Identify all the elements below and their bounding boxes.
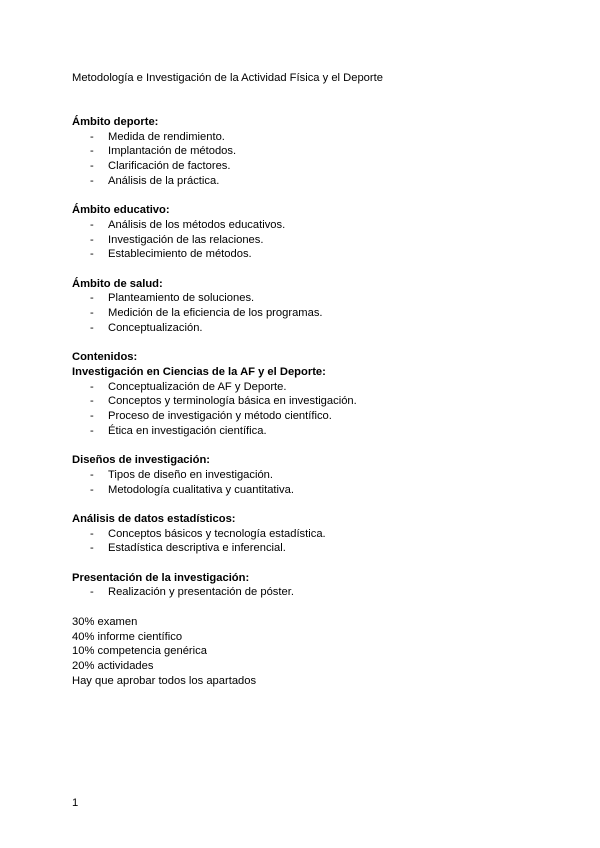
bullet-list	[72, 130, 542, 189]
dash-bullet-icon: -	[90, 218, 94, 231]
dash-bullet-icon: -	[90, 410, 94, 423]
dash-bullet-icon: -	[90, 174, 94, 187]
bullet-list	[72, 380, 542, 439]
section	[72, 571, 542, 600]
section-heading: Ámbito de salud:	[72, 277, 163, 290]
list-item-text: Metodología cualitativa y cuantitativa.	[108, 483, 294, 496]
list-item-text: Análisis de la práctica.	[108, 174, 220, 187]
list-item-text: Conceptualización de AF y Deporte.	[108, 380, 287, 393]
evaluation-block	[72, 615, 542, 689]
section-heading: Presentación de la investigación:	[72, 571, 250, 584]
section	[72, 115, 542, 189]
dash-bullet-icon: -	[90, 233, 94, 246]
list-item	[72, 380, 542, 395]
evaluation-line: 20% actividades	[72, 659, 154, 672]
list-item	[72, 527, 542, 542]
section	[72, 203, 542, 262]
evaluation-line: Hay que aprobar todos los apartados	[72, 674, 257, 687]
dash-bullet-icon: -	[90, 307, 94, 320]
dash-bullet-icon: -	[90, 321, 94, 334]
list-item-text: Análisis de los métodos educativos.	[108, 218, 286, 231]
list-item-text: Estadística descriptiva e inferencial.	[108, 542, 286, 555]
section-heading: Contenidos:	[72, 351, 138, 364]
list-item	[72, 321, 542, 336]
bullet-list	[72, 527, 542, 556]
list-item	[72, 144, 542, 159]
list-item	[72, 291, 542, 306]
list-item	[72, 394, 542, 409]
document-body	[72, 115, 542, 688]
list-item	[72, 483, 542, 498]
dash-bullet-icon: -	[90, 380, 94, 393]
bullet-list	[72, 585, 542, 600]
list-item-text: Establecimiento de métodos.	[108, 248, 252, 261]
list-item	[72, 541, 542, 556]
section	[72, 512, 542, 556]
dash-bullet-icon: -	[90, 248, 94, 261]
list-item	[72, 585, 542, 600]
dash-bullet-icon: -	[90, 145, 94, 158]
list-item-text: Conceptos y terminología básica en investigación.	[108, 395, 357, 408]
dash-bullet-icon: -	[90, 483, 94, 496]
list-item-text: Conceptos básicos y tecnología estadística.	[108, 527, 326, 540]
list-item-text: Realización y presentación de póster.	[108, 586, 294, 599]
evaluation-line: 30% examen	[72, 615, 138, 628]
list-item	[72, 218, 542, 233]
dash-bullet-icon: -	[90, 527, 94, 540]
page-number: 1	[72, 797, 79, 809]
list-item	[72, 424, 542, 439]
section-heading: Ámbito educativo:	[72, 204, 170, 217]
bullet-list	[72, 218, 542, 262]
list-item-text: Medición de la eficiencia de los programas.	[108, 307, 323, 320]
list-item-text: Implantación de métodos.	[108, 145, 237, 158]
dash-bullet-icon: -	[90, 130, 94, 143]
list-item	[72, 174, 542, 189]
dash-bullet-icon: -	[90, 160, 94, 173]
list-item	[72, 468, 542, 483]
list-item-text: Planteamiento de soluciones.	[108, 292, 255, 305]
dash-bullet-icon: -	[90, 542, 94, 555]
dash-bullet-icon: -	[90, 468, 94, 481]
dash-bullet-icon: -	[90, 395, 94, 408]
bullet-list	[72, 468, 542, 497]
section-heading: Investigación en Ciencias de la AF y el Deporte:	[72, 365, 326, 378]
list-item-text: Conceptualización.	[108, 321, 203, 334]
dash-bullet-icon: -	[90, 586, 94, 599]
list-item-text: Proceso de investigación y método científico.	[108, 410, 332, 423]
list-item	[72, 233, 542, 248]
list-item-text: Tipos de diseño en investigación.	[108, 468, 274, 481]
dash-bullet-icon: -	[90, 292, 94, 305]
list-item-text: Clarificación de factores.	[108, 160, 231, 173]
evaluation-line: 10% competencia genérica	[72, 645, 207, 658]
section-heading: Ámbito deporte:	[72, 116, 159, 128]
section	[72, 350, 542, 438]
section-heading: Diseños de investigación:	[72, 454, 211, 467]
list-item	[72, 306, 542, 321]
evaluation-line: 40% informe científico	[72, 630, 183, 643]
list-item-text: Ética en investigación científica.	[108, 424, 267, 437]
list-item-text: Investigación de las relaciones.	[108, 233, 264, 246]
list-item	[72, 130, 542, 145]
list-item	[72, 247, 542, 262]
section-heading: Análisis de datos estadísticos:	[72, 512, 236, 525]
list-item	[72, 159, 542, 174]
bullet-list	[72, 291, 542, 335]
section	[72, 453, 542, 497]
section	[72, 277, 542, 336]
document-title: Metodología e Investigación de la Actividad Física y el Deporte	[72, 72, 383, 84]
dash-bullet-icon: -	[90, 424, 94, 437]
list-item-text: Medida de rendimiento.	[108, 130, 225, 143]
list-item	[72, 409, 542, 424]
